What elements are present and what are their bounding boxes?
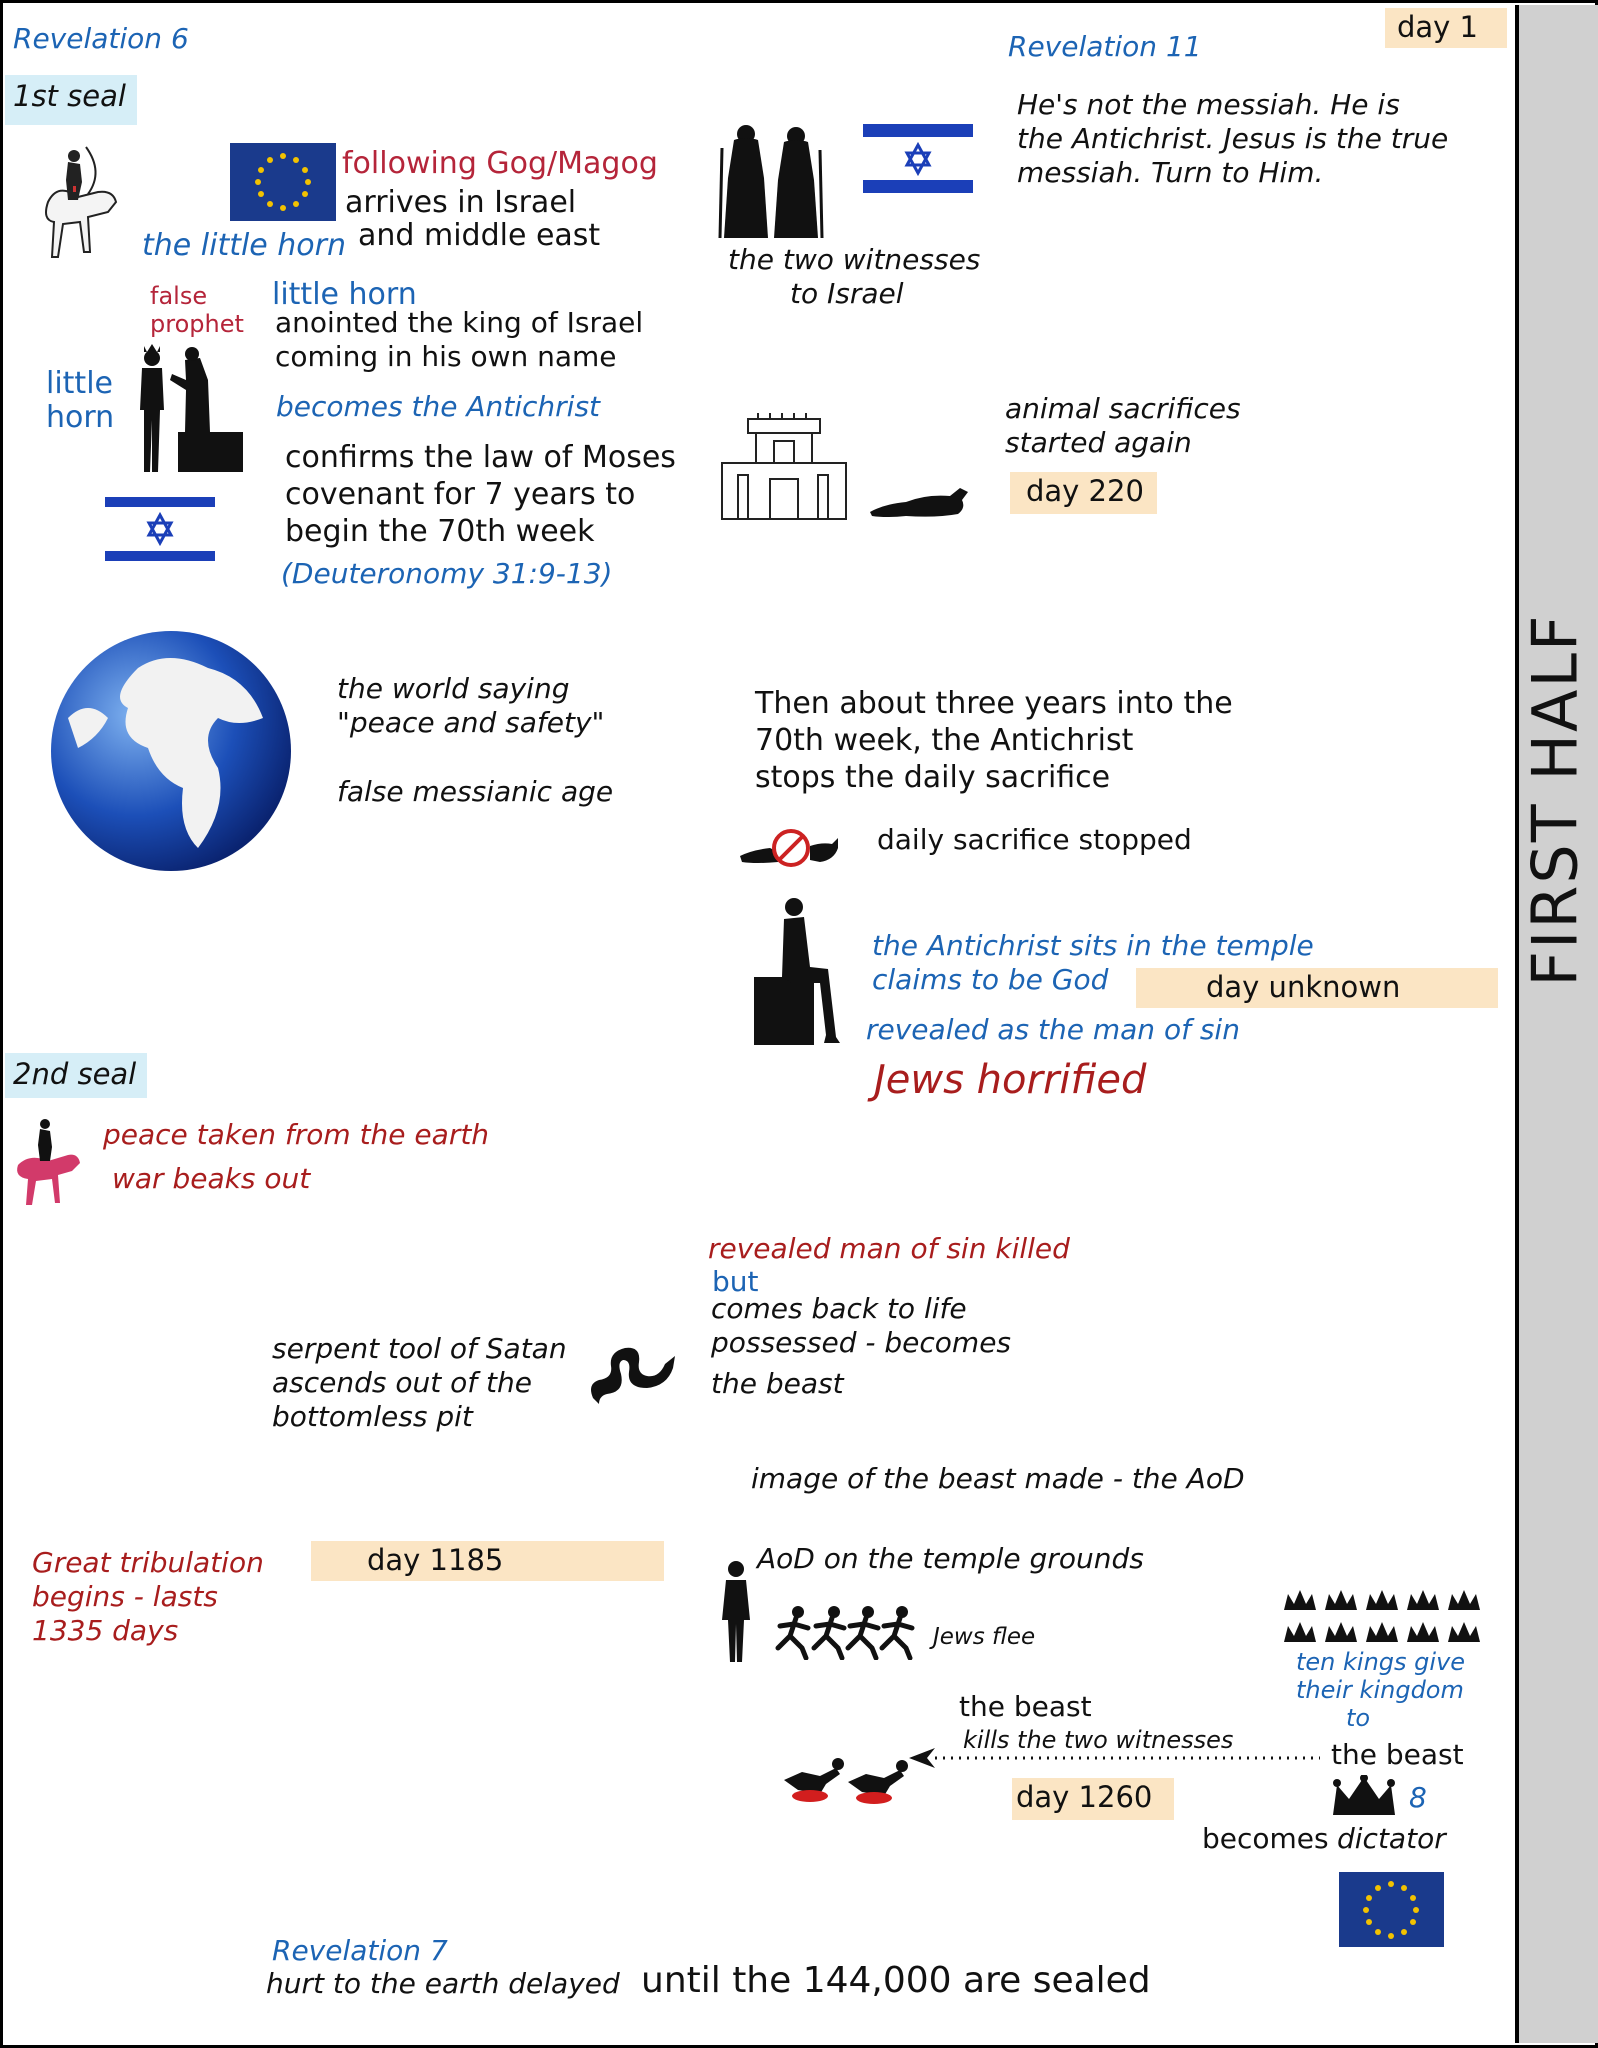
animal-sacrifices-line1: animal sacrifices	[1005, 392, 1241, 425]
two-witnesses-icon	[708, 118, 846, 240]
ten-kings-line2: their kingdom	[1296, 1676, 1464, 1704]
peace-and-safety-line1: the world saying	[337, 672, 570, 705]
quote-line3: messiah. Turn to Him.	[1017, 156, 1324, 189]
day-1260-box: day 1260	[1012, 1778, 1174, 1820]
abomination-statue-icon	[718, 1560, 754, 1664]
anointing-king-icon	[130, 340, 245, 475]
confirms-line3: begin the 70th week	[285, 514, 595, 549]
following-gog-magog: following Gog/Magog	[342, 146, 658, 181]
red-horse-rider-icon	[10, 1115, 82, 1207]
israel-flag-icon-2	[863, 121, 973, 196]
deuteronomy-reference: (Deuteronomy 31:9-13)	[281, 557, 613, 590]
two-witnesses-line1: the two witnesses	[728, 243, 981, 276]
eighth-label: 8	[1409, 1781, 1427, 1814]
jews-flee-icon	[772, 1604, 922, 1660]
claims-to-be-god: claims to be God	[872, 963, 1109, 996]
then-line3: stops the daily sacrifice	[755, 760, 1111, 795]
revelation-11-heading: Revelation 11	[1008, 30, 1202, 63]
little-horn-side-line2: horn	[46, 400, 115, 435]
comes-back-line2: possessed - becomes	[711, 1326, 1012, 1359]
serpent-icon	[585, 1338, 680, 1410]
great-tribulation-line2: begins - lasts	[32, 1580, 218, 1613]
eu-flag-icon	[230, 143, 336, 221]
serpent-line1: serpent tool of Satan	[272, 1332, 567, 1365]
great-tribulation-line3: 1335 days	[32, 1614, 179, 1647]
little-horn-heading: little horn	[272, 277, 417, 312]
kills-arrow-icon	[905, 1746, 1325, 1770]
false-prophet-line1: false	[150, 282, 208, 310]
hurt-delayed: hurt to the earth delayed	[266, 1967, 620, 2000]
quote-line1: He's not the messiah. He is	[1017, 88, 1400, 121]
little-horn-side-line1: little	[46, 366, 113, 401]
then-line1: Then about three years into the	[755, 686, 1233, 721]
anointed-king-line1: anointed the king of Israel	[275, 306, 644, 339]
temple-icon	[718, 413, 850, 521]
sits-in-temple: the Antichrist sits in the temple	[872, 929, 1314, 962]
second-seal-label: 2nd seal	[5, 1053, 147, 1098]
then-line2: 70th week, the Antichrist	[755, 723, 1134, 758]
day-1-box: day 1	[1385, 8, 1507, 48]
comes-back-line1: comes back to life	[711, 1292, 967, 1325]
confirms-line2: covenant for 7 years to	[285, 477, 636, 512]
confirms-line1: confirms the law of Moses	[285, 440, 676, 475]
ten-crowns-icon	[1282, 1588, 1492, 1648]
comes-back-line3: the beast	[711, 1367, 844, 1400]
and-middle-east: and middle east	[358, 218, 601, 253]
jews-horrified: Jews horrified	[874, 1057, 1147, 1103]
ten-kings-line3: to	[1346, 1704, 1371, 1732]
israel-flag-icon	[105, 493, 215, 565]
aod-temple-grounds: AoD on the temple grounds	[757, 1542, 1144, 1575]
serpent-line2: ascends out of the	[272, 1366, 532, 1399]
daily-sacrifice-stopped: daily sacrifice stopped	[877, 823, 1192, 856]
beast-crown-icon	[1329, 1775, 1399, 1819]
peace-taken: peace taken from the earth	[103, 1118, 490, 1151]
side-label: FIRST HALF	[1518, 613, 1592, 987]
war-breaks-out: war beaks out	[112, 1162, 311, 1195]
quote-line2: the Antichrist. Jesus is the true	[1017, 122, 1449, 155]
but-label: but	[712, 1265, 759, 1298]
revelation-6-heading: Revelation 6	[13, 22, 189, 55]
arrives-in-israel: arrives in Israel	[345, 185, 577, 220]
day-220-box: day 220	[1010, 472, 1157, 514]
great-tribulation-line1: Great tribulation	[32, 1546, 264, 1579]
side-bar	[1515, 5, 1598, 2043]
becomes-label: becomes	[1202, 1822, 1329, 1855]
globe-icon	[48, 628, 294, 874]
the-beast-target: the beast	[1331, 1738, 1464, 1771]
revealed-man-of-sin: revealed as the man of sin	[866, 1013, 1240, 1046]
day-1185-box: day 1185	[311, 1541, 664, 1581]
the-little-horn-label: the little horn	[142, 228, 347, 263]
day-unknown-box: day unknown	[1136, 968, 1498, 1008]
false-messianic-age: false messianic age	[337, 775, 614, 808]
sacrifice-animal-icon	[866, 478, 970, 520]
kills-two-witnesses: kills the two witnesses	[963, 1726, 1234, 1754]
eu-flag-icon-2	[1339, 1872, 1444, 1947]
ten-kings-line1: ten kings give	[1296, 1648, 1466, 1676]
white-horse-rider-icon	[28, 142, 120, 267]
slain-witnesses-icon	[780, 1750, 912, 1806]
dictator-label: dictator	[1337, 1822, 1446, 1855]
peace-and-safety-line2: "peace and safety"	[337, 706, 605, 739]
jews-flee: Jews flee	[933, 1624, 1036, 1650]
until-144000-sealed: until the 144,000 are sealed	[641, 1960, 1151, 2001]
image-of-beast: image of the beast made - the AoD	[751, 1462, 1245, 1495]
anointed-king-line2: coming in his own name	[275, 340, 617, 373]
becomes-antichrist: becomes the Antichrist	[276, 390, 601, 423]
first-seal-label: 1st seal	[5, 75, 137, 125]
animal-sacrifices-line2: started again	[1005, 426, 1192, 459]
man-of-sin-killed: revealed man of sin killed	[708, 1232, 1070, 1265]
sacrifice-stopped-icon	[736, 826, 840, 870]
false-prophet-line2: prophet	[150, 310, 244, 338]
serpent-line3: bottomless pit	[272, 1400, 473, 1433]
two-witnesses-line2: to Israel	[790, 277, 904, 310]
seated-antichrist-icon	[752, 897, 844, 1047]
the-beast-label: the beast	[959, 1690, 1092, 1723]
revelation-7-heading: Revelation 7	[272, 1934, 448, 1967]
